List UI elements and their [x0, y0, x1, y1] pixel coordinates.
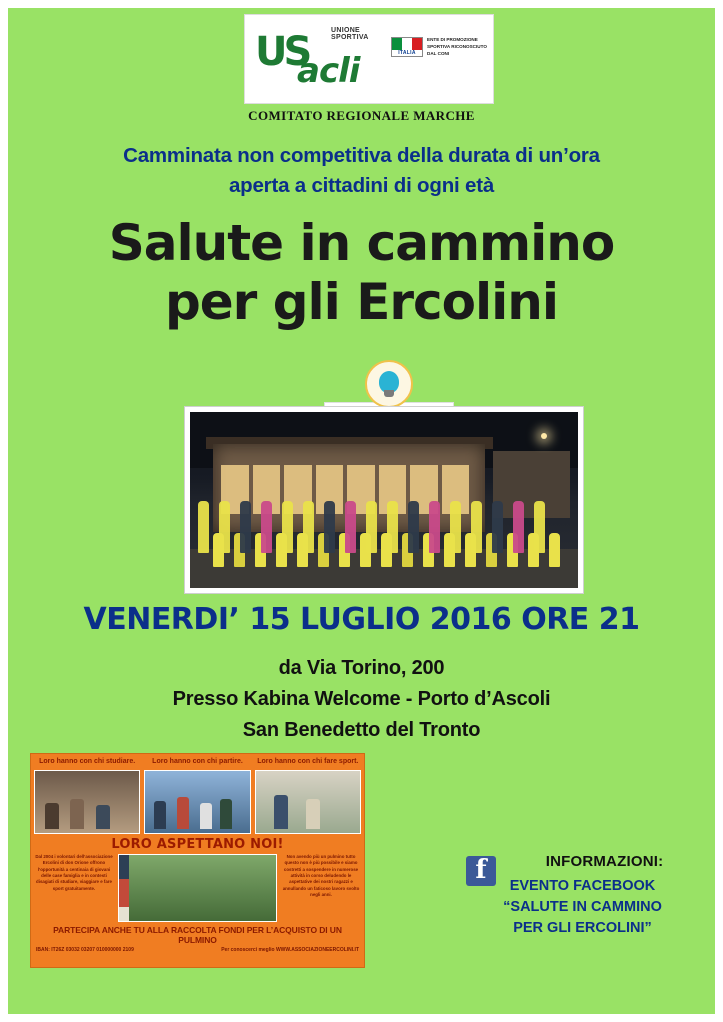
poster — [8, 8, 715, 1014]
italian-flag-icon — [392, 38, 422, 50]
comitato-line: COMITATO REGIONALE MARCHE — [248, 108, 475, 123]
event-date: VENERDI’ 15 LUGLIO 2016 ORE 21 — [83, 602, 640, 637]
facebook-icon[interactable]: f — [466, 856, 496, 886]
ercolini-flyer — [30, 753, 365, 968]
flyer-body — [34, 854, 361, 922]
subtitle — [8, 141, 715, 200]
flyer-footer-cta: PARTECIPA ANCHE TU ALLA RACCOLTA FONDI PER L’ACQUISTO DI UN PULMINO — [53, 924, 342, 945]
us-acli-mark — [245, 15, 385, 103]
flyer-photos — [34, 770, 361, 834]
flyer-photo-study — [34, 770, 140, 834]
title-line-1: Salute in cammino — [108, 214, 615, 272]
coni-endorsement — [391, 37, 487, 58]
flyer-left-text: Dal 2004 i volontari dell’associazione Ercolini di don Orione offrono l’opportunità a centinaia di giovani delle case famiglia e in contesti disagiati di studiare, viaggiare e fare sport gratuitamente. — [35, 853, 113, 891]
info-line-1: EVENTO FACEBOOK — [509, 878, 656, 894]
info-line-3: PER GLI ERCOLINI” — [513, 920, 652, 937]
address-line-2: Presso Kabina Welcome - Porto d’Ascoli — [172, 688, 551, 710]
italia-label: ITALIA — [392, 50, 422, 56]
flyer-footer-details — [34, 947, 361, 953]
subtitle-line-2: aperta a cittadini di ogni età — [228, 173, 495, 197]
info-details — [452, 876, 713, 939]
address-line-3: San Benedetto del Tronto — [242, 719, 481, 741]
flyer-photo-sport — [255, 770, 361, 834]
lightbulb-icon — [365, 360, 413, 408]
flyer-right-text: Non avendo più un pulmino tutto questo non è più possibile e siamo costretti a sospendere in numerose attività in corso deludendo le aspettative dei nostri ragazzi e annullando un faticoso lavoro svolto negli anni. — [282, 853, 360, 897]
logo-letters: US — [255, 29, 309, 75]
info-block — [448, 853, 713, 939]
group-photo — [184, 406, 584, 594]
flyer-header-3: Loro hanno con chi fare sport. — [257, 758, 359, 765]
info-heading: INFORMAZIONI: — [545, 853, 664, 870]
flyer-iban: IBAN: IT26Z 03032 03207 010000000 2109 — [36, 946, 134, 953]
us-acli-logo — [244, 14, 494, 104]
flyer-header-1: Loro hanno con chi studiare. — [39, 758, 136, 765]
flyer-header-2: Loro hanno con chi partire. — [152, 758, 243, 765]
coni-text: ENTE DI PROMOZIONE SPORTIVA RICONOSCIUTO DAL CONI — [427, 37, 487, 56]
logo-brand: acli — [297, 51, 360, 91]
crowd-figures — [198, 475, 570, 567]
flyer-headers — [34, 757, 361, 768]
event-address — [8, 653, 715, 746]
flyer-photo-group — [118, 854, 277, 922]
address-line-1: da Via Torino, 200 — [278, 657, 445, 679]
flyer-website: Per conoscerci meglio WWW.ASSOCIAZIONEERCOLINI.IT — [221, 946, 359, 953]
page-title — [8, 214, 715, 332]
flyer-photo-travel — [144, 770, 250, 834]
subtitle-line-1: Camminata non competitiva della durata di un’ora — [123, 144, 600, 167]
group-photo-image — [190, 412, 578, 588]
info-line-2: “SALUTE IN CAMMINO — [503, 899, 662, 916]
title-line-2: per gli Ercolini — [164, 273, 559, 331]
italia-badge — [391, 37, 423, 57]
logo-tagline: UNIONE SPORTIVA — [331, 27, 369, 41]
flyer-banner: LORO ASPETTANO NOI! — [111, 836, 284, 852]
